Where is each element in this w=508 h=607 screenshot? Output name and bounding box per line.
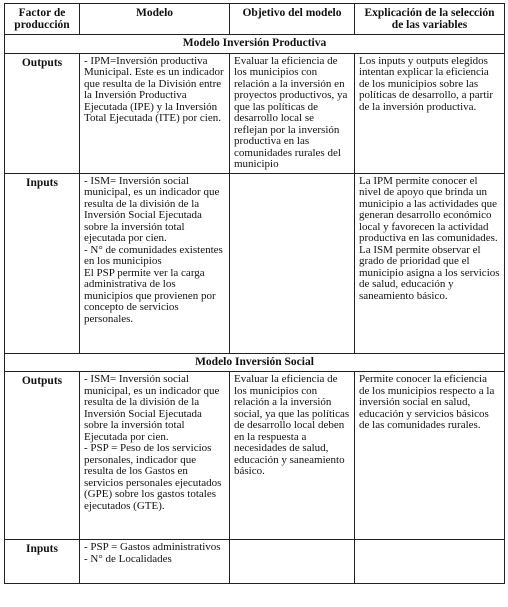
explicacion-cell [355,540,505,584]
explicacion-text: Permite conocer la eficiencia de los municipios respecto a la inversión social en salud, educación y servicios básicos de las comunidades rurales. [359,373,495,431]
modelo-text: - PSP = Peso de los servicios personales, indicador que resulta de los Gastos en servicios personales ejecutados (GPE) sobre los gastos totales ejecutados (GTE). [84,442,222,512]
modelo-text: - N° de Localidades [84,552,172,565]
explicacion-text: La IPM permite conocer el nivel de apoyo que brinda un municipio a las actividades que generan desarrollo económico local y favorecen la actividad productiva en las comunidades. [359,174,498,244]
factor-label: Outputs [5,372,80,540]
modelo-cell [80,540,230,584]
explicacion-cell [355,372,505,540]
header-factor: Factor de producción [5,4,80,35]
table-row [5,372,505,540]
objetivo-cell [230,173,355,353]
modelo-text: - ISM= Inversión social municipal, es un indicador que resulta de la división de la Inversión Social Ejecutada sobre la inversión total ejecutada por cien. [84,174,220,244]
table-row [5,173,505,353]
section-title-productiva: Modelo Inversión Productiva [5,35,505,54]
explicacion-text: La ISM permite observar el grado de prioridad que el municipio asigna a los servicios de salud, educación y saneamiento básico. [359,243,500,302]
section-row-productiva [5,35,505,54]
table-row [5,540,505,584]
modelo-text: - IPM=Inversión productiva Municipal. Este es un indicador que resulta de la División entre la Inversión Productiva Ejecutada (IPE) y la Inversión Total Ejecutada (ITE) por cien. [84,54,224,124]
modelo-text: - N° de comunidades existentes en los municipios [84,243,223,267]
objetivo-cell: Evaluar la eficiencia de los municipios con relación a la inversión social, ya que las políticas de desarrollo local deben en la respuesta a necesidades de salud, educación y saneamiento básico. [230,372,355,540]
explicacion-cell [355,173,505,353]
factor-label: Inputs [5,540,80,584]
factor-label: Inputs [5,173,80,353]
modelo-text: - ISM= Inversión social municipal, es un indicador que resulta de la división de la Inversión Social Ejecutada sobre la inversión total Ejecutada por cien. [84,373,220,443]
header-row [5,4,505,35]
header-modelo: Modelo [80,4,230,35]
section-title-social: Modelo Inversión Social [5,353,505,372]
header-explicacion: Explicación de la selección de las variables [355,4,505,35]
modelo-cell [80,53,230,173]
explicacion-cell [355,53,505,173]
header-objetivo: Objetivo del modelo [230,4,355,35]
objetivo-cell: Evaluar la eficiencia de los municipios con relación a la inversión en proyectos productivos, ya que las políticas de desarrollo local se reflejan por la inversión productiva en las comunidades rurales del municipio [230,53,355,173]
variables-table [4,3,505,584]
modelo-cell [80,372,230,540]
explicacion-text: Los inputs y outputs elegidos intentan explicar la eficiencia de los municipios sobre las políticas de desarrollo, a partir de la inversión productiva. [359,54,494,113]
table-row [5,53,505,173]
modelo-cell [80,173,230,353]
section-row-social [5,353,505,372]
objetivo-cell [230,540,355,584]
modelo-text: - PSP = Gastos administrativos [84,541,221,553]
factor-label: Outputs [5,53,80,173]
modelo-text: El PSP permite ver la carga administrativa de los municipios que provienen por concepto de servicios personales. [84,266,216,325]
